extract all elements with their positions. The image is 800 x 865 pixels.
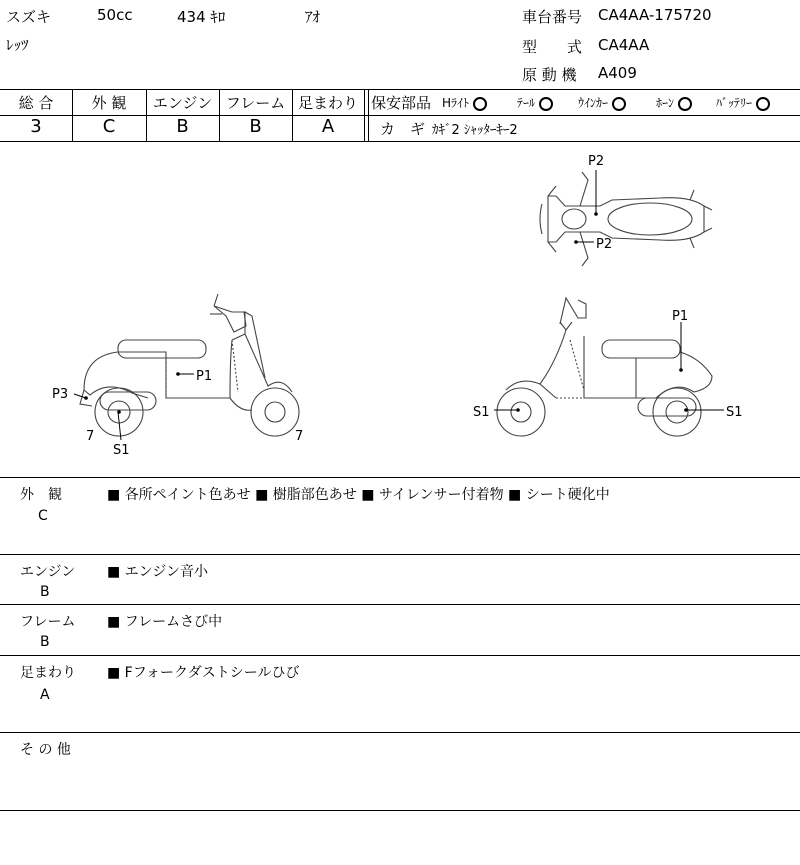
key-value: ｶｷﾞ2 ｼｬｯﾀｰｷｰ2: [432, 123, 518, 138]
value-suspension: A: [321, 116, 335, 137]
callout-7-right: 7: [295, 429, 304, 444]
remark-appearance-text: ■ 各所ペイント色あせ ■ 樹脂部色あせ ■ サイレンサー付着物 ■ シート硬化中: [107, 487, 610, 503]
model-type-label: 型 式: [522, 38, 583, 56]
remark-engine-grade: B: [40, 584, 50, 600]
displacement: 50cc: [97, 6, 133, 24]
remark-other-label: そ の 他: [20, 742, 71, 758]
remark-engine-text: ■ エンジン音小: [107, 564, 208, 580]
left-side-view: [80, 294, 299, 436]
value-frame: B: [249, 116, 262, 137]
callout-s1-left: S1: [113, 443, 130, 458]
safety-item-battery: ﾊﾞｯﾃﾘｰ: [716, 94, 770, 111]
remark-suspension-label: 足まわり: [20, 665, 76, 681]
model-type: CA4AA: [598, 36, 650, 54]
header-overall: 総 合: [18, 94, 54, 112]
key-label: カ ギ: [380, 120, 426, 138]
remark-frame-grade: B: [40, 634, 50, 650]
remark-suspension-grade: A: [40, 687, 50, 703]
header-appearance: 外 観: [91, 94, 127, 112]
callout-p1-left: P1: [196, 369, 213, 384]
safety-item-horn: ﾎｰﾝ: [656, 94, 692, 111]
engine-model-label: 原 動 機: [522, 66, 577, 84]
frame-number-label: 車台番号: [522, 8, 583, 26]
color: ｱｵ: [305, 8, 321, 26]
value-appearance: C: [102, 116, 116, 137]
callout-p2-bottom: P2: [596, 237, 613, 252]
callout-p2-top: P2: [588, 154, 605, 169]
header-suspension: 足まわり: [297, 94, 358, 112]
remark-frame-text: ■ フレームさび中: [107, 614, 223, 630]
remark-suspension-text: ■ Fフォークダストシールひび: [107, 665, 300, 681]
callout-7-left: 7: [86, 429, 95, 444]
value-overall: 3: [30, 116, 42, 137]
remark-frame-label: フレーム: [20, 614, 76, 630]
callout-s1-right-rear: S1: [726, 405, 743, 420]
remark-appearance-grade: C: [38, 508, 48, 524]
safety-item-tail: ﾃｰﾙ: [517, 94, 553, 111]
engine-model: A409: [598, 64, 637, 82]
mileage: 434 ｷﾛ: [177, 8, 226, 26]
header-frame: フレーム: [225, 94, 286, 112]
safety-item-winker: ｳｲﾝｶｰ: [578, 94, 626, 111]
maker: スズキ: [6, 8, 52, 26]
header-engine: エンジン: [152, 94, 213, 112]
safety-label: 保安部品: [371, 94, 432, 112]
frame-number: CA4AA-175720: [598, 6, 712, 24]
value-engine: B: [176, 116, 189, 137]
safety-item-headlight: Hﾗｲﾄ: [442, 94, 487, 111]
remark-engine-label: エンジン: [20, 564, 76, 580]
top-view: [540, 172, 712, 266]
model-name: ﾚｯﾂ: [6, 36, 29, 54]
callout-p3: P3: [52, 387, 69, 402]
callout-s1-right-front: S1: [473, 405, 490, 420]
callout-p1-right: P1: [672, 309, 689, 324]
remark-appearance-label: 外 観: [20, 487, 62, 503]
